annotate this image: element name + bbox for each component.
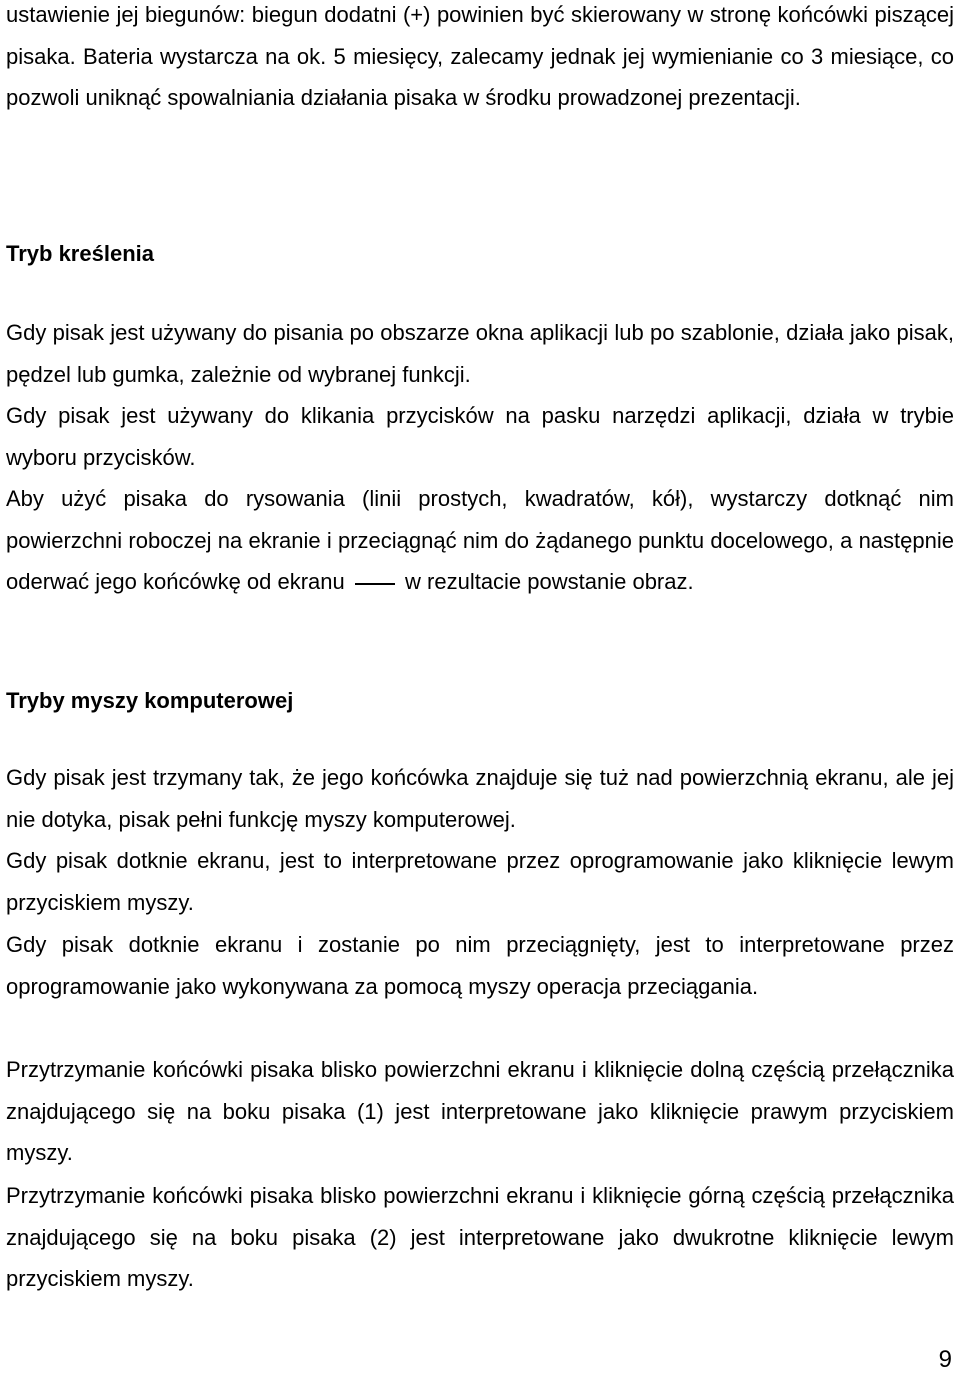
drawing-mode-paragraph-3-text-b: w rezultacie powstanie obraz. xyxy=(405,569,694,595)
drawing-mode-paragraph-3-text-a: Aby użyć pisaka do rysowania (linii prostych, kwadratów, kół), wystarczy dotknąć nim powierzchni roboczej na ekranie i przeciągnąć nim do żądanego punktu docelowego, a następnie oderwać jego końcówkę od ekranu xyxy=(6,486,954,595)
mouse-mode-paragraph-2: Gdy pisak dotknie ekranu, jest to interpretowane przez oprogramowanie jako kliknięcie lewym przyciskiem myszy. xyxy=(6,848,954,915)
section-heading-drawing-mode: Tryb kreślenia xyxy=(6,241,154,266)
drawing-mode-paragraph-2: Gdy pisak jest używany do klikania przycisków na pasku narzędzi aplikacji, działa w trybie wyboru przycisków. xyxy=(6,403,954,470)
drawing-mode-paragraph-3 xyxy=(6,478,954,603)
drawing-mode-paragraph-1: Gdy pisak jest używany do pisania po obszarze okna aplikacji lub po szablonie, działa jako pisak, pędzel lub gumka, zależnie od wybranej funkcji. xyxy=(6,320,954,387)
page-number: 9 xyxy=(938,1346,952,1373)
mouse-mode-paragraph-3: Gdy pisak dotknie ekranu i zostanie po nim przeciągnięty, jest to interpretowane przez oprogramowanie jako wykonywana za pomocą myszy operacja przeciągania. xyxy=(6,932,954,999)
section-heading-mouse-modes: Tryby myszy komputerowej xyxy=(6,688,294,713)
mouse-mode-paragraph-4: Przytrzymanie końcówki pisaka blisko powierzchni ekranu i kliknięcie dolną częścią przełącznika znajdującego się na boku pisaka (1) jest interpretowane jako kliknięcie prawym przyciskiem myszy. xyxy=(6,1057,954,1166)
em-dash-line xyxy=(355,583,395,585)
mouse-mode-paragraph-5: Przytrzymanie końcówki pisaka blisko powierzchni ekranu i kliknięcie górną częścią przełącznika znajdującego się na boku pisaka (2) jest interpretowane jako dwukrotne kliknięcie lewym przyciskiem myszy. xyxy=(6,1183,954,1292)
intro-paragraph: ustawienie jej biegunów: biegun dodatni (+) powinien być skierowany w stronę końcówki piszącej pisaka. Bateria wystarcza na ok. 5 miesięcy, zalecamy jednak jej wymienianie co 3 miesiące, co pozwoli uniknąć spowalniania działania pisaka w środku prowadzonej prezentacji. xyxy=(6,2,954,111)
mouse-mode-paragraph-1: Gdy pisak jest trzymany tak, że jego końcówka znajduje się tuż nad powierzchnią ekranu, ale jej nie dotyka, pisak pełni funkcję myszy komputerowej. xyxy=(6,765,954,832)
